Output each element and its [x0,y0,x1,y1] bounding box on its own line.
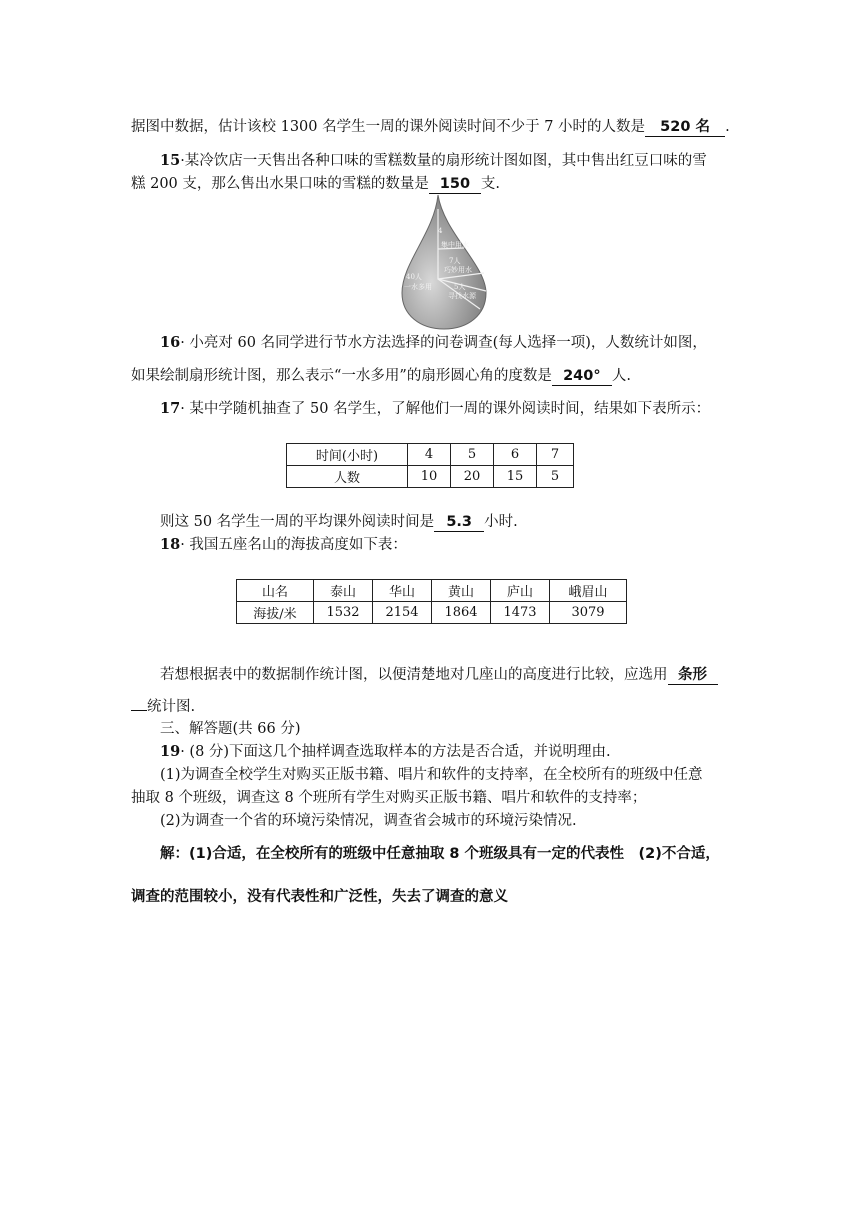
label-seven: 7人 [449,257,461,265]
label-concentrate: 集中用水 [441,241,469,249]
solution-line1: 解：(1)合适，在全校所有的班级中任意抽取 8 个班级具有一定的代表性 (2)不合适， [160,846,720,862]
table-cell: 山名 [237,580,314,602]
table-cell: 15 [494,466,537,488]
label-forty: 40人 [406,273,422,281]
question-18-line1 [160,535,407,555]
question-18-number: 18 [160,536,181,553]
table-cell: 华山 [373,580,432,602]
question-15-text1: ·某冷饮店一天售出各种口味的雪糕数量的扇形统计图如图，其中售出红豆口味的雪 [180,153,707,169]
question-18-text3: 统计图. [147,699,196,715]
label-five: 5人 [454,283,466,291]
question-15-number: 15 [160,152,181,169]
question-16-line1 [160,333,707,353]
table-cell: 5 [537,466,574,488]
table-cell: 人数 [287,466,408,488]
question-19-line1 [160,742,611,762]
table-cell: 7 [537,444,574,466]
question-19-text1: · (8 分)下面这几个抽样调查选取样本的方法是否合适，并说明理由. [180,744,611,760]
question-17-line1 [160,399,710,419]
question-15-end: 支. [480,176,501,192]
question-18-text1: · 我国五座名山的海拔高度如下表： [180,537,407,553]
label-one-water: 一水多用 [404,283,432,291]
question-19-number: 19 [160,743,181,760]
answer-15: 150 [429,175,481,194]
table-cell: 时间(小时) [287,444,408,466]
table-cell: 1473 [491,602,550,624]
question-17-number: 17 [160,400,181,417]
water-drop-figure [394,193,494,331]
question-15-line2 [131,174,500,194]
table-row [287,444,574,466]
question-intro-text: 据图中数据，估计该校 1300 名学生一周的课外阅读时间不少于 7 小时的人数是 [131,119,646,135]
question-19-part1b: 抽取 8 个班级，调查这 8 个班所有学生对购买正版书籍、唱片和软件的支持率； [131,790,647,806]
question-18-line2 [160,665,718,685]
table-cell: 峨眉山 [550,580,627,602]
table-cell: 泰山 [314,580,373,602]
answer-16: 240° [552,367,612,386]
question-18-line3 [131,697,195,717]
reading-time-table [286,443,574,488]
answer-17: 5.3 [434,513,484,532]
question-17-line2 [160,512,518,532]
question-17-end: 小时. [484,514,518,530]
question-16-text2: 如果绘制扇形统计图，那么表示“一水多用”的扇形圆心角的度数是 [131,368,552,384]
question-19-part1a: (1)为调查全校学生对购买正版书籍、唱片和软件的支持率，在全校所有的班级中任意 [160,767,703,783]
question-18-text2: 若想根据表中的数据制作统计图，以便清楚地对几座山的高度进行比较，应选用 [160,667,668,683]
question-intro [131,117,730,137]
table-row [237,580,627,602]
question-17-text1: · 某中学随机抽查了 50 名学生，了解他们一周的课外阅读时间，结果如下表所示： [180,401,711,417]
solution-line2: 调查的范围较小，没有代表性和广泛性，失去了调查的意义 [131,889,508,905]
question-17-text2: 则这 50 名学生一周的平均课外阅读时间是 [160,514,435,530]
table-cell: 4 [408,444,451,466]
question-16-line2 [131,366,631,386]
question-15-text2: 糕 200 支，那么售出水果口味的雪糕的数量是 [131,176,429,192]
table-row [287,466,574,488]
water-drop-svg [394,193,494,331]
question-15-line1 [160,151,707,171]
table-cell: 1864 [432,602,491,624]
table-cell: 庐山 [491,580,550,602]
table-cell: 1532 [314,602,373,624]
table-cell: 6 [494,444,537,466]
answer-intro: 520 名 [645,118,725,137]
table-row [237,602,627,624]
table-cell: 2154 [373,602,432,624]
drop-shape [402,195,486,329]
table-cell: 5 [451,444,494,466]
mountain-height-table [236,579,627,624]
question-16-number: 16 [160,334,181,351]
table-cell: 黄山 [432,580,491,602]
question-16-text1: · 小亮对 60 名同学进行节水方法选择的问卷调查(每人选择一项)，人数统计如图， [180,335,707,351]
label-other: 寻找水源 [448,292,476,300]
question-19-part2: (2)为调查一个省的环境污染情况，调查省会城市的环境污染情况. [160,813,577,829]
table-cell: 海拔/米 [237,602,314,624]
question-16-end: 人. [611,368,631,384]
answer-18-tail [131,710,147,711]
section-title: 三、解答题(共 66 分) [160,721,301,737]
label-top-num: 4 [438,227,443,235]
answer-18: 条形 [668,666,718,685]
table-cell: 20 [451,466,494,488]
question-intro-end: . [725,119,730,135]
table-cell: 3079 [550,602,627,624]
label-clever: 巧妙用水 [444,266,472,274]
table-cell: 10 [408,466,451,488]
